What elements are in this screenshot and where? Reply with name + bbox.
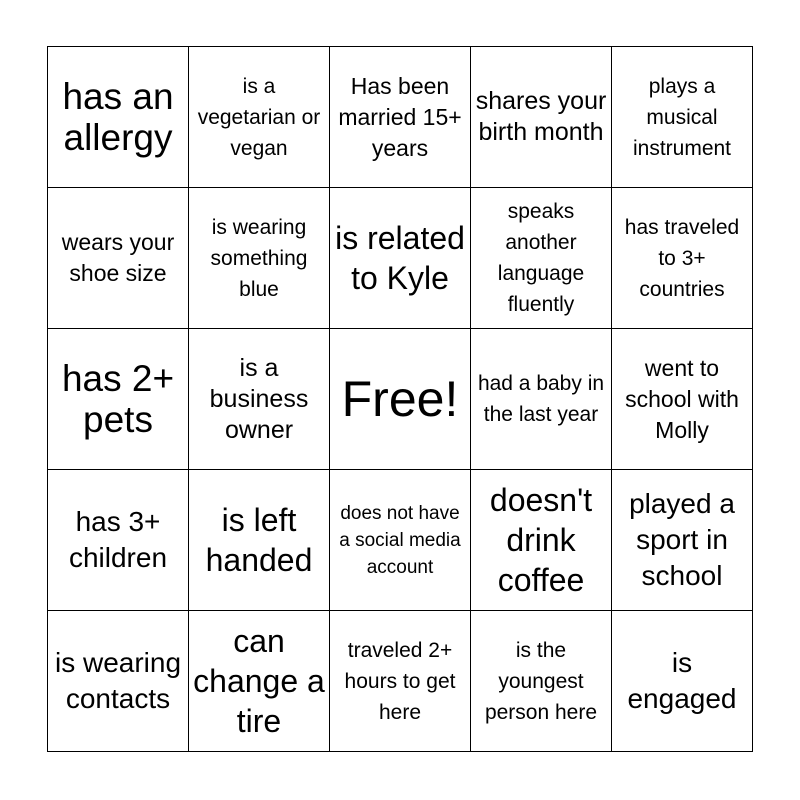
bingo-board <box>47 46 753 752</box>
bingo-cell-r4c5[interactable] <box>612 470 753 611</box>
bingo-cell-r4c3[interactable] <box>330 470 471 611</box>
cell-label: plays a musical instrument <box>632 74 732 160</box>
cell-label: is related to Kyle <box>335 220 465 296</box>
cell-label: is the youngest person here <box>484 638 598 724</box>
cell-label: traveled 2+ hours to get here <box>344 638 456 724</box>
cell-label: is wearing contacts <box>54 647 182 714</box>
bingo-cell-r4c2[interactable] <box>189 470 330 611</box>
cell-label: shares your birth month <box>475 87 607 146</box>
bingo-cell-r3c1[interactable] <box>48 329 189 470</box>
cell-label: speaks another language fluently <box>497 200 585 316</box>
bingo-cell-free[interactable] <box>330 329 471 470</box>
cell-label: Has been married 15+ years <box>338 72 462 161</box>
bingo-cell-r5c3[interactable] <box>330 611 471 752</box>
cell-label: can change a tire <box>193 623 325 739</box>
bingo-cell-r3c4[interactable] <box>471 329 612 470</box>
cell-label: doesn't drink coffee <box>489 482 593 598</box>
bingo-cell-r2c4[interactable] <box>471 188 612 329</box>
free-space-label: Free! <box>341 371 459 427</box>
bingo-cell-r5c1[interactable] <box>48 611 189 752</box>
bingo-cell-r3c5[interactable] <box>612 329 753 470</box>
cell-label: is a business owner <box>209 353 309 444</box>
bingo-cell-r3c2[interactable] <box>189 329 330 470</box>
cell-label: is engaged <box>627 647 737 714</box>
cell-label: does not have a social media account <box>339 502 461 578</box>
bingo-cell-r1c1[interactable] <box>48 47 189 188</box>
cell-label: played a sport in school <box>629 488 735 591</box>
bingo-cell-r2c1[interactable] <box>48 188 189 329</box>
cell-label: has 3+ children <box>68 506 168 573</box>
bingo-cell-r1c3[interactable] <box>330 47 471 188</box>
cell-label: has traveled to 3+ countries <box>624 215 740 301</box>
bingo-cell-r2c5[interactable] <box>612 188 753 329</box>
bingo-cell-r1c5[interactable] <box>612 47 753 188</box>
bingo-cell-r1c2[interactable] <box>189 47 330 188</box>
cell-label: went to school with Molly <box>625 354 739 443</box>
bingo-cell-r5c2[interactable] <box>189 611 330 752</box>
cell-label: has an allergy <box>62 76 174 158</box>
bingo-cell-r4c1[interactable] <box>48 470 189 611</box>
bingo-cell-r1c4[interactable] <box>471 47 612 188</box>
bingo-cell-r5c5[interactable] <box>612 611 753 752</box>
cell-label: is a vegetarian or vegan <box>197 74 321 160</box>
bingo-cell-r5c4[interactable] <box>471 611 612 752</box>
cell-label: is wearing something blue <box>210 215 308 301</box>
cell-label: had a baby in the last year <box>477 372 605 426</box>
bingo-cell-r4c4[interactable] <box>471 470 612 611</box>
cell-label: has 2+ pets <box>61 358 175 440</box>
bingo-cell-r2c3[interactable] <box>330 188 471 329</box>
cell-label: wears your shoe size <box>61 229 175 286</box>
bingo-cell-r2c2[interactable] <box>189 188 330 329</box>
cell-label: is left handed <box>205 502 313 578</box>
